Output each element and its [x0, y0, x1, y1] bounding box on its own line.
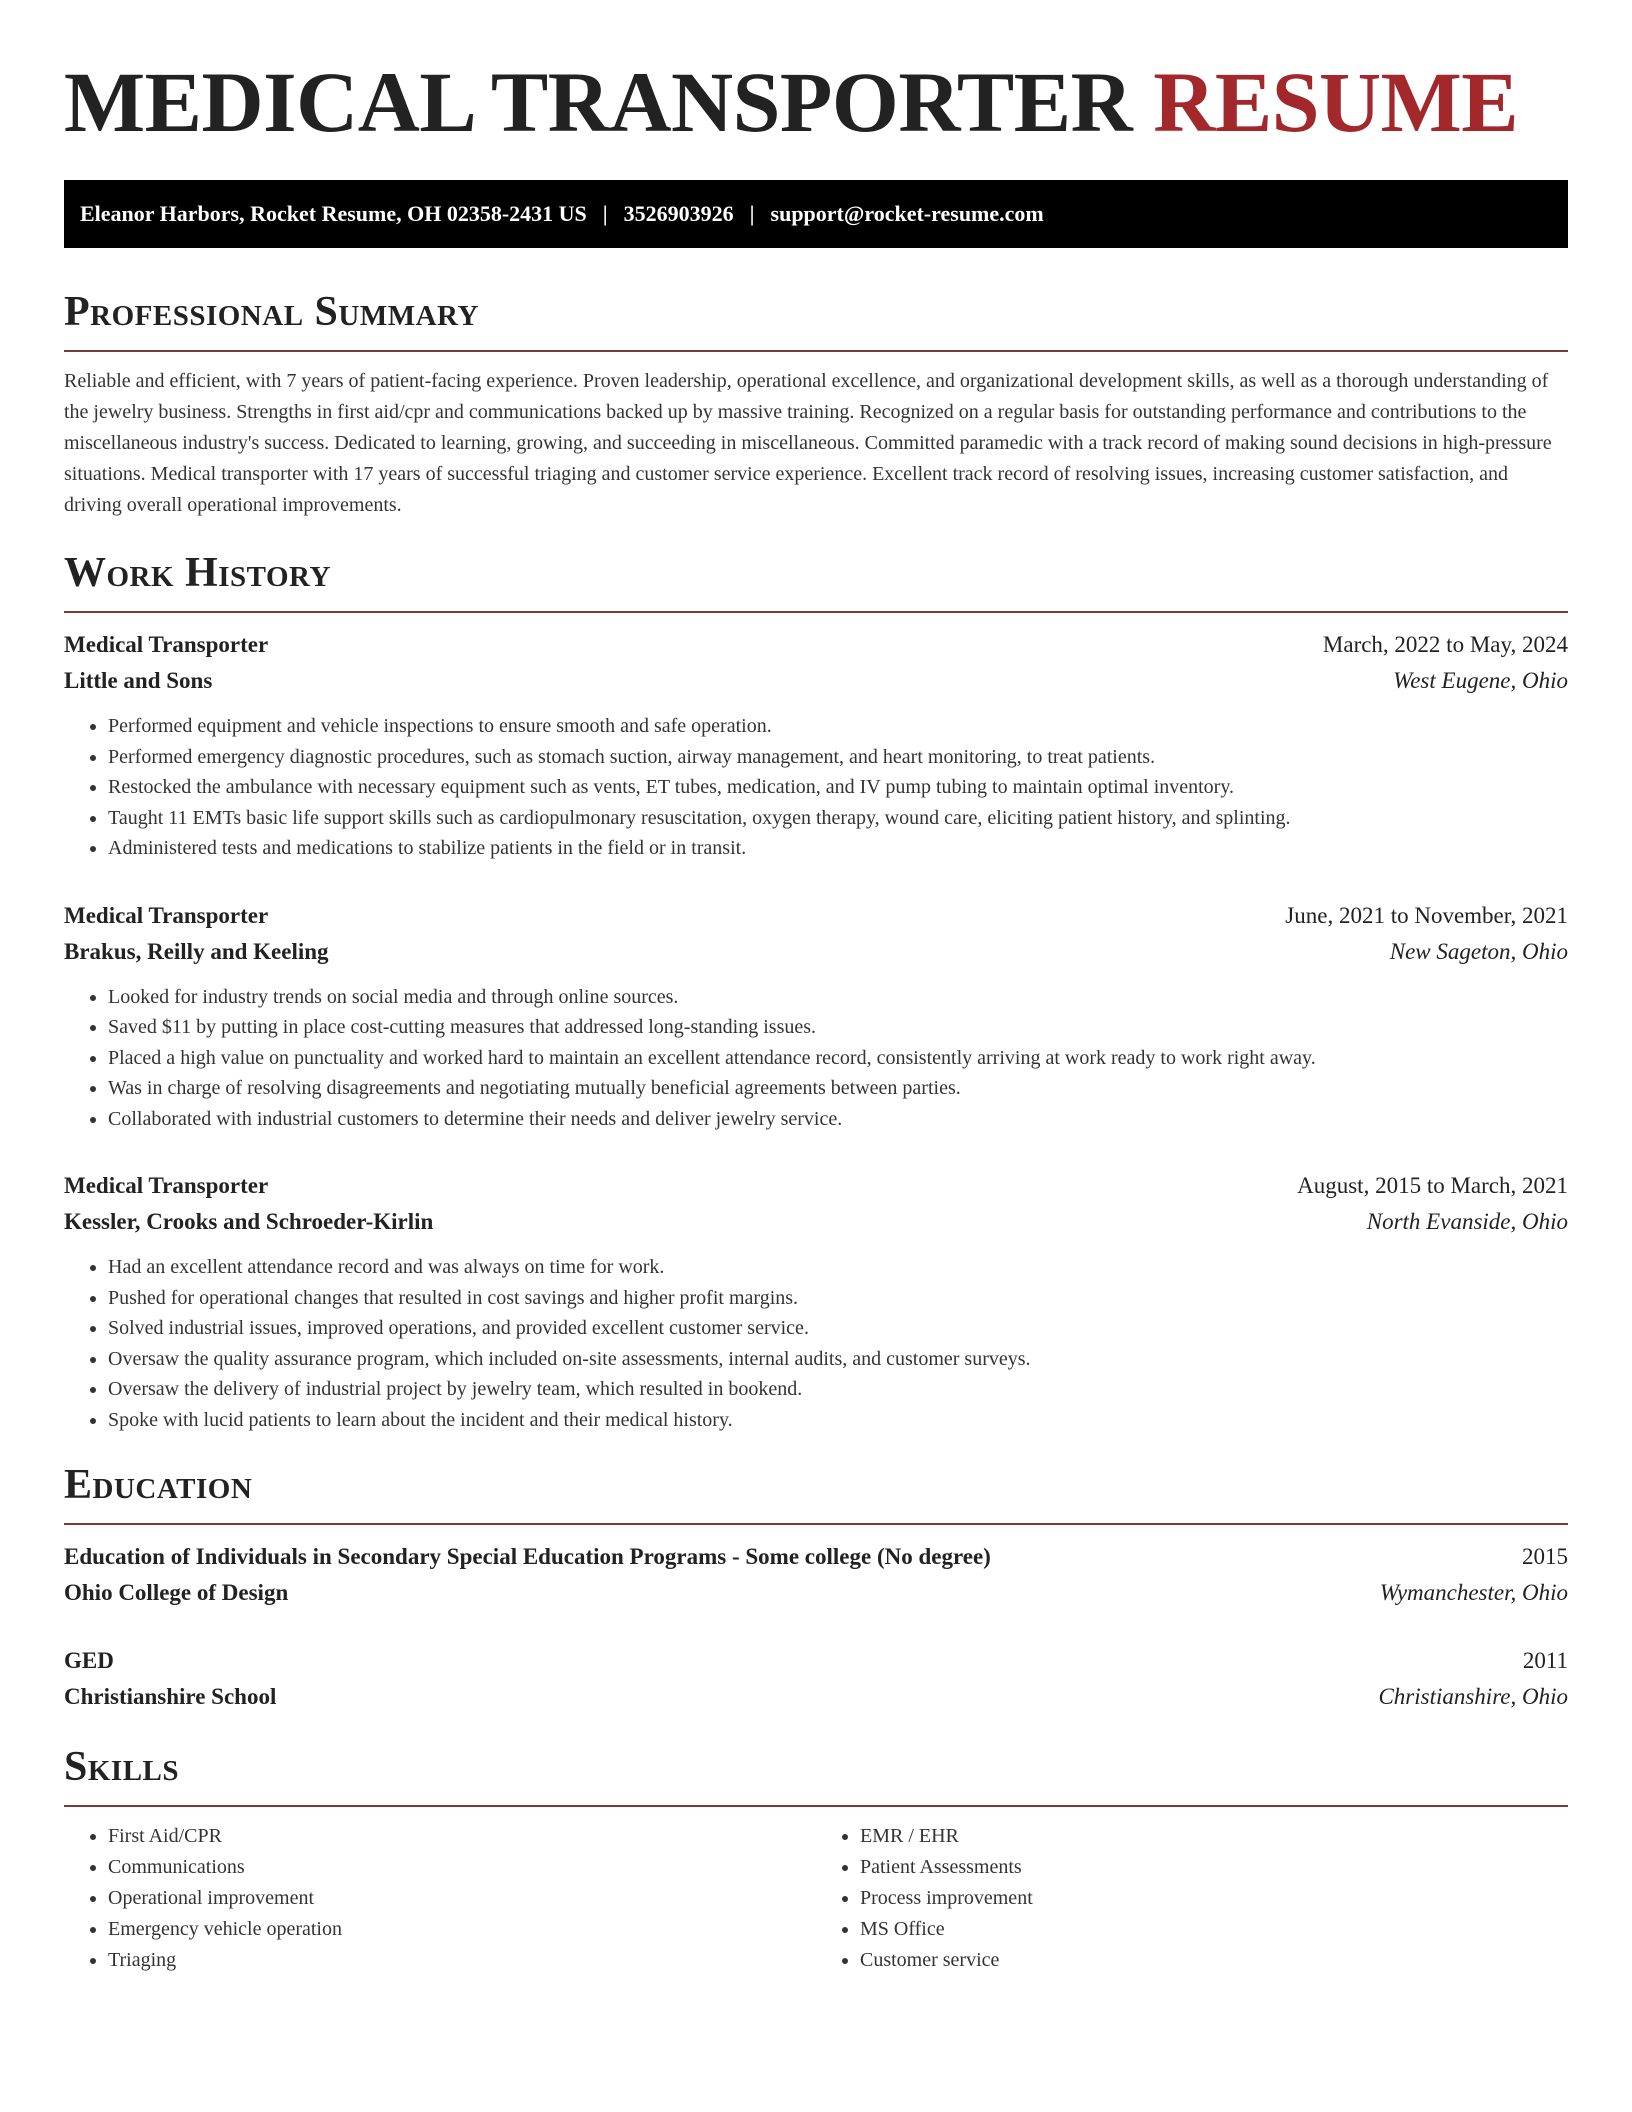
education-year: 2011: [1522, 1648, 1568, 1673]
skill-item: • MS Office: [860, 1914, 1568, 1945]
title-main: MEDICAL TRANSPORTER: [64, 54, 1133, 150]
job-bullet: • Taught 11 EMTs basic life support skills such as cardiopulmonary resuscitation, oxygen therapy, wound care, eliciting patient history, and splinting.: [108, 803, 1568, 834]
job-location: New Sageton, Ohio: [1389, 938, 1568, 964]
job-company-row: [64, 934, 1568, 970]
job-bullet: • Spoke with lucid patients to learn about the incident and their medical history.: [108, 1405, 1568, 1436]
job-bullet: • Pushed for operational changes that resulted in cost savings and higher profit margins.: [108, 1283, 1568, 1314]
job-dates: August, 2015 to March, 2021: [1297, 1173, 1568, 1198]
skill-item: • Emergency vehicle operation: [108, 1914, 816, 1945]
education-entry: [64, 1643, 1568, 1715]
work-history-heading: Work History: [64, 549, 1568, 613]
job-company: Little and Sons: [64, 668, 213, 693]
job-bullets: [64, 1252, 1568, 1435]
job-bullet: • Restocked the ambulance with necessary equipment such as vents, ET tubes, medication, and IV pump tubing to maintain optimal inventory.: [108, 772, 1568, 803]
education-year: 2015: [1522, 1544, 1568, 1569]
job-bullets: [64, 711, 1568, 864]
contact-separator: |: [602, 201, 608, 226]
education-degree: GED: [64, 1648, 114, 1673]
contact-separator: |: [749, 201, 755, 226]
job-bullet: • Administered tests and medications to stabilize patients in the field or in transit.: [108, 833, 1568, 864]
job-bullet: • Was in charge of resolving disagreements and negotiating mutually beneficial agreements between parties.: [108, 1073, 1568, 1104]
job-location: West Eugene, Ohio: [1393, 668, 1568, 693]
job-bullet: • Had an excellent attendance record and was always on time for work.: [108, 1252, 1568, 1283]
job-dates: March, 2022 to May, 2024: [1322, 632, 1568, 657]
education-school-row: [64, 1679, 1568, 1715]
education-school: Ohio College of Design: [64, 1580, 289, 1605]
skills-column-left: [64, 1821, 816, 1976]
job-bullet: • Collaborated with industrial customers to determine their needs and deliver jewelry service.: [108, 1104, 1568, 1135]
job-entry: [64, 627, 1568, 864]
resume-title: [64, 0, 1568, 148]
job-entry: [64, 1168, 1568, 1435]
education-location: Christianshire, Ohio: [1378, 1684, 1568, 1709]
job-header-row: [64, 1168, 1568, 1204]
skill-item: • Process improvement: [860, 1883, 1568, 1914]
education-heading: Education: [64, 1461, 1568, 1525]
job-title: Medical Transporter: [64, 902, 269, 928]
contact-bar: [64, 180, 1568, 248]
job-company: Brakus, Reilly and Keeling: [64, 938, 329, 964]
contact-email: support@rocket-resume.com: [770, 201, 1044, 226]
job-entry: [64, 898, 1568, 1135]
job-location: North Evanside, Ohio: [1366, 1209, 1568, 1234]
job-company: Kessler, Crooks and Schroeder-Kirlin: [64, 1209, 434, 1234]
job-title: Medical Transporter: [64, 1173, 269, 1198]
job-header-row: [64, 898, 1568, 934]
skill-item: • Operational improvement: [108, 1883, 816, 1914]
skill-item: • Triaging: [108, 1945, 816, 1976]
job-bullets: [64, 982, 1568, 1135]
education-degree-row: [64, 1539, 1568, 1575]
job-company-row: [64, 663, 1568, 699]
job-bullet: • Placed a high value on punctuality and worked hard to maintain an excellent attendance record, consistently arriving at work ready to work right away.: [108, 1043, 1568, 1074]
job-bullet: • Looked for industry trends on social media and through online sources.: [108, 982, 1568, 1013]
job-bullet: • Performed emergency diagnostic procedures, such as stomach suction, airway management, and heart monitoring, to treat patients.: [108, 742, 1568, 773]
skill-item: • EMR / EHR: [860, 1821, 1568, 1852]
summary-heading: Professional Summary: [64, 288, 1568, 352]
job-company-row: [64, 1204, 1568, 1240]
skill-item: • Customer service: [860, 1945, 1568, 1976]
job-bullet: • Oversaw the delivery of industrial project by jewelry team, which resulted in bookend.: [108, 1374, 1568, 1405]
contact-address: Eleanor Harbors, Rocket Resume, OH 02358-2431 US: [80, 201, 587, 226]
title-accent: RESUME: [1153, 54, 1519, 150]
summary-text: Reliable and efficient, with 7 years of patient-facing experience. Proven leadership, operational excellence, and organizational development skills, as well as a thorough understanding of the jewelry business. Strengths in first aid/cpr and communications backed up by massive training. Recognized on a regular basis for outstanding performance and contributions to the miscellaneous industry's success. Dedicated to learning, growing, and succeeding in miscellaneous. Committed paramedic with a track record of making sound decisions in high-pressure situations. Medical transporter with 17 years of successful triaging and customer service experience. Excellent track record of resolving issues, increasing customer satisfaction, and driving overall operational improvements.: [64, 370, 1552, 516]
skill-item: • Communications: [108, 1852, 816, 1883]
education-school-row: [64, 1575, 1568, 1611]
skills-list: [64, 1821, 1568, 1976]
contact-phone: 3526903926: [623, 201, 734, 226]
job-title: Medical Transporter: [64, 632, 269, 657]
skills-heading: Skills: [64, 1743, 1568, 1807]
job-bullet: • Saved $11 by putting in place cost-cutting measures that addressed long-standing issues.: [108, 1012, 1568, 1043]
education-school: Christianshire School: [64, 1684, 277, 1709]
education-degree-row: [64, 1643, 1568, 1679]
education-entry: [64, 1539, 1568, 1611]
job-dates: June, 2021 to November, 2021: [1285, 902, 1568, 928]
education-location: Wymanchester, Ohio: [1379, 1580, 1568, 1605]
skills-column-right: [816, 1821, 1568, 1976]
skill-item: • Patient Assessments: [860, 1852, 1568, 1883]
job-bullet: • Performed equipment and vehicle inspections to ensure smooth and safe operation.: [108, 711, 1568, 742]
job-bullet: • Oversaw the quality assurance program, which included on-site assessments, internal audits, and customer surveys.: [108, 1344, 1568, 1375]
education-degree: Education of Individuals in Secondary Special Education Programs - Some college (No degree): [64, 1544, 991, 1569]
job-header-row: [64, 627, 1568, 663]
job-bullet: • Solved industrial issues, improved operations, and provided excellent customer service.: [108, 1313, 1568, 1344]
skill-item: • First Aid/CPR: [108, 1821, 816, 1852]
